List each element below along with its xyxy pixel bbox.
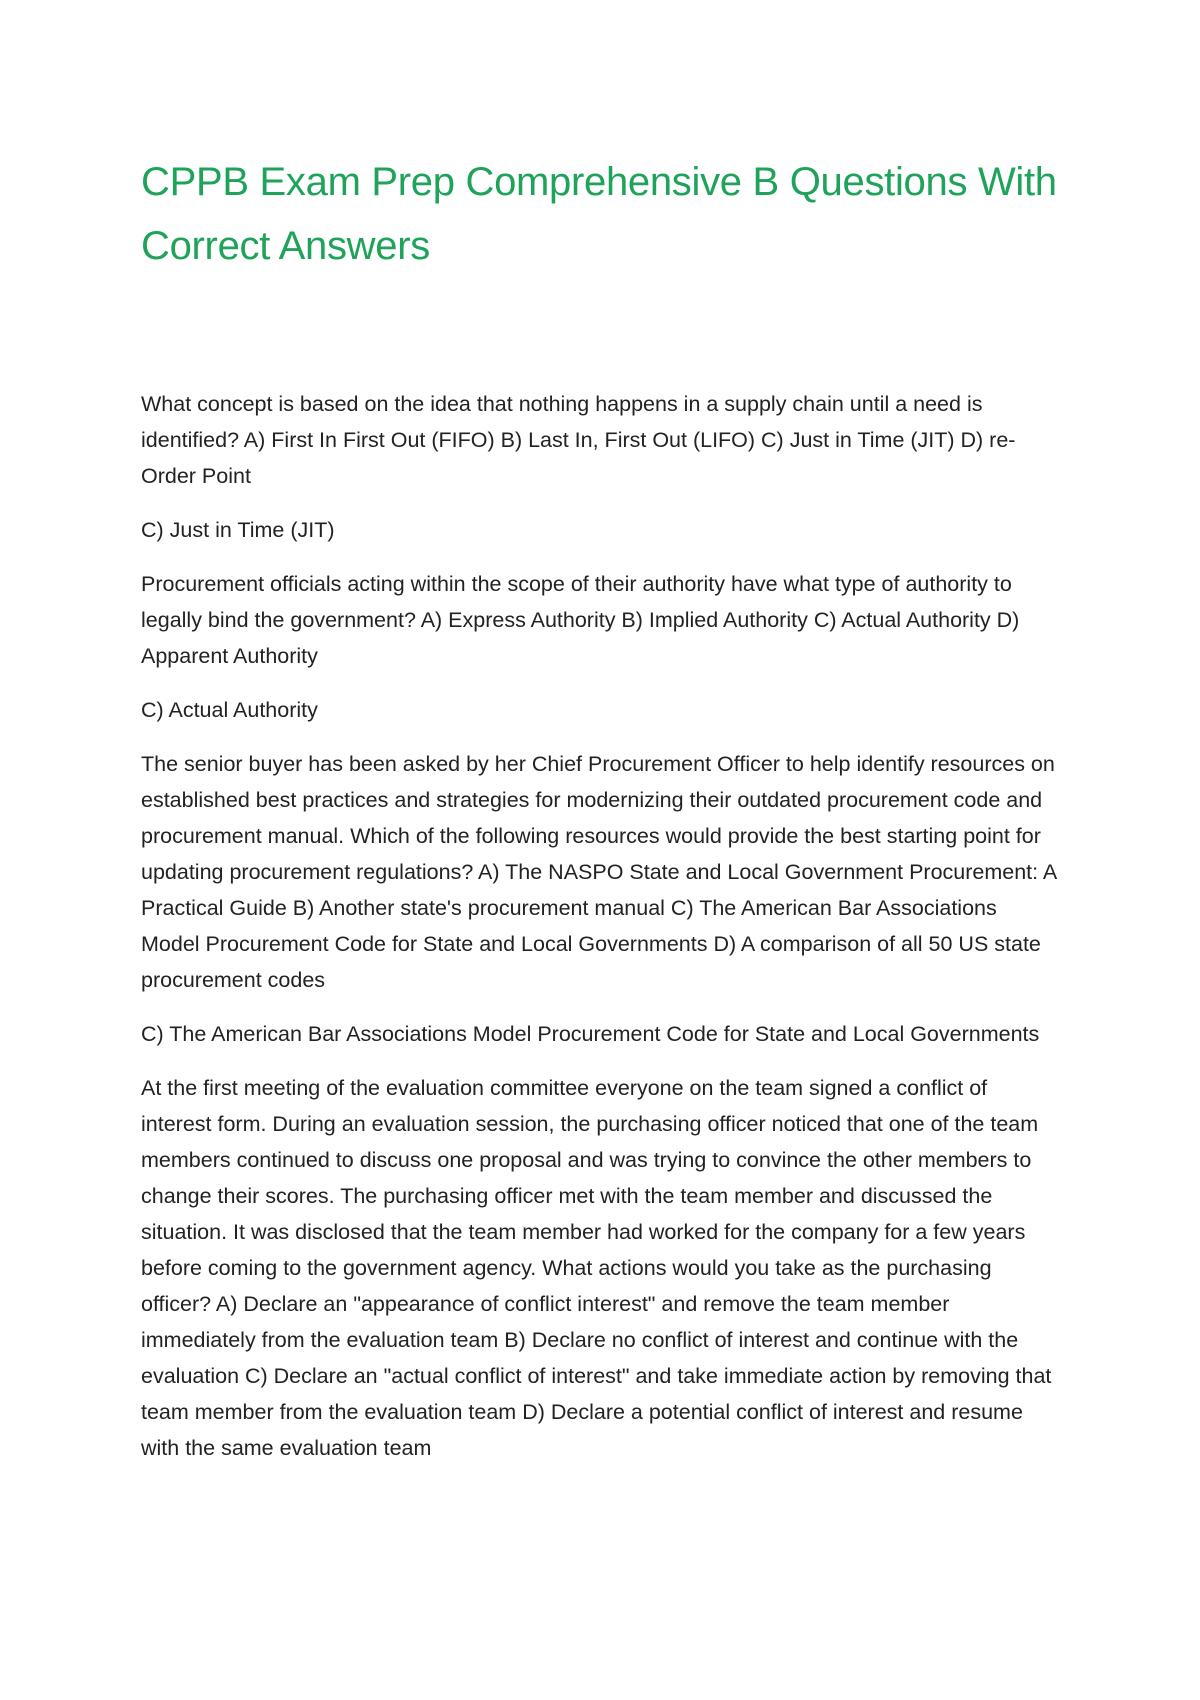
answer-text: C) The American Bar Associations Model Procurement Code for State and Local Governments — [141, 1022, 1040, 1046]
question-text: Procurement officials acting within the scope of their authority have what type of authority to legally bind the government? A) Express Authority B) Implied Authority C) Actual Authority D) Apparent Authority — [141, 572, 1020, 668]
answer-text: C) Just in Time (JIT) — [141, 518, 335, 542]
qa-content — [141, 386, 1061, 1484]
question-text: What concept is based on the idea that nothing happens in a supply chain until a need is identified? A) First In First Out (FIFO) B) Last In, First Out (LIFO) C) Just in Time (JIT) D) re-Order Point — [141, 392, 1016, 488]
qa-item — [141, 386, 1061, 548]
document-title: CPPB Exam Prep Comprehensive B Questions With Correct Answers — [141, 160, 1057, 268]
qa-item — [141, 1070, 1061, 1466]
qa-item — [141, 566, 1061, 728]
question-text: The senior buyer has been asked by her Chief Procurement Officer to help identify resources on established best practices and strategies for modernizing their outdated procurement code and procurement manual. Which of the following resources would provide the best starting point for updating procurement regulations? A) The NASPO State and Local Government Procurement: A Practical Guide B) Another state's procurement manual C) The American Bar Associations Model Procurement Code for State and Local Governments D) A comparison of all 50 US state procurement codes — [141, 752, 1057, 992]
question-text: At the first meeting of the evaluation committee everyone on the team signed a conflict of interest form. During an evaluation session, the purchasing officer noticed that one of the team members continued to discuss one proposal and was trying to convince the other members to change their scores. The purchasing officer met with the team member and discussed the situation. It was disclosed that the team member had worked for the company for a few years before coming to the government agency. What actions would you take as the purchasing officer? A) Declare an "appearance of conflict interest" and remove the team member immediately from the evaluation team B) Declare no conflict of interest and continue with the evaluation C) Declare an "actual conflict of interest" and take immediate action by removing that team member from the evaluation team D) Declare a potential conflict of interest and resume with the same evaluation team — [141, 1076, 1052, 1460]
qa-item — [141, 746, 1061, 1052]
answer-text: C) Actual Authority — [141, 698, 318, 722]
